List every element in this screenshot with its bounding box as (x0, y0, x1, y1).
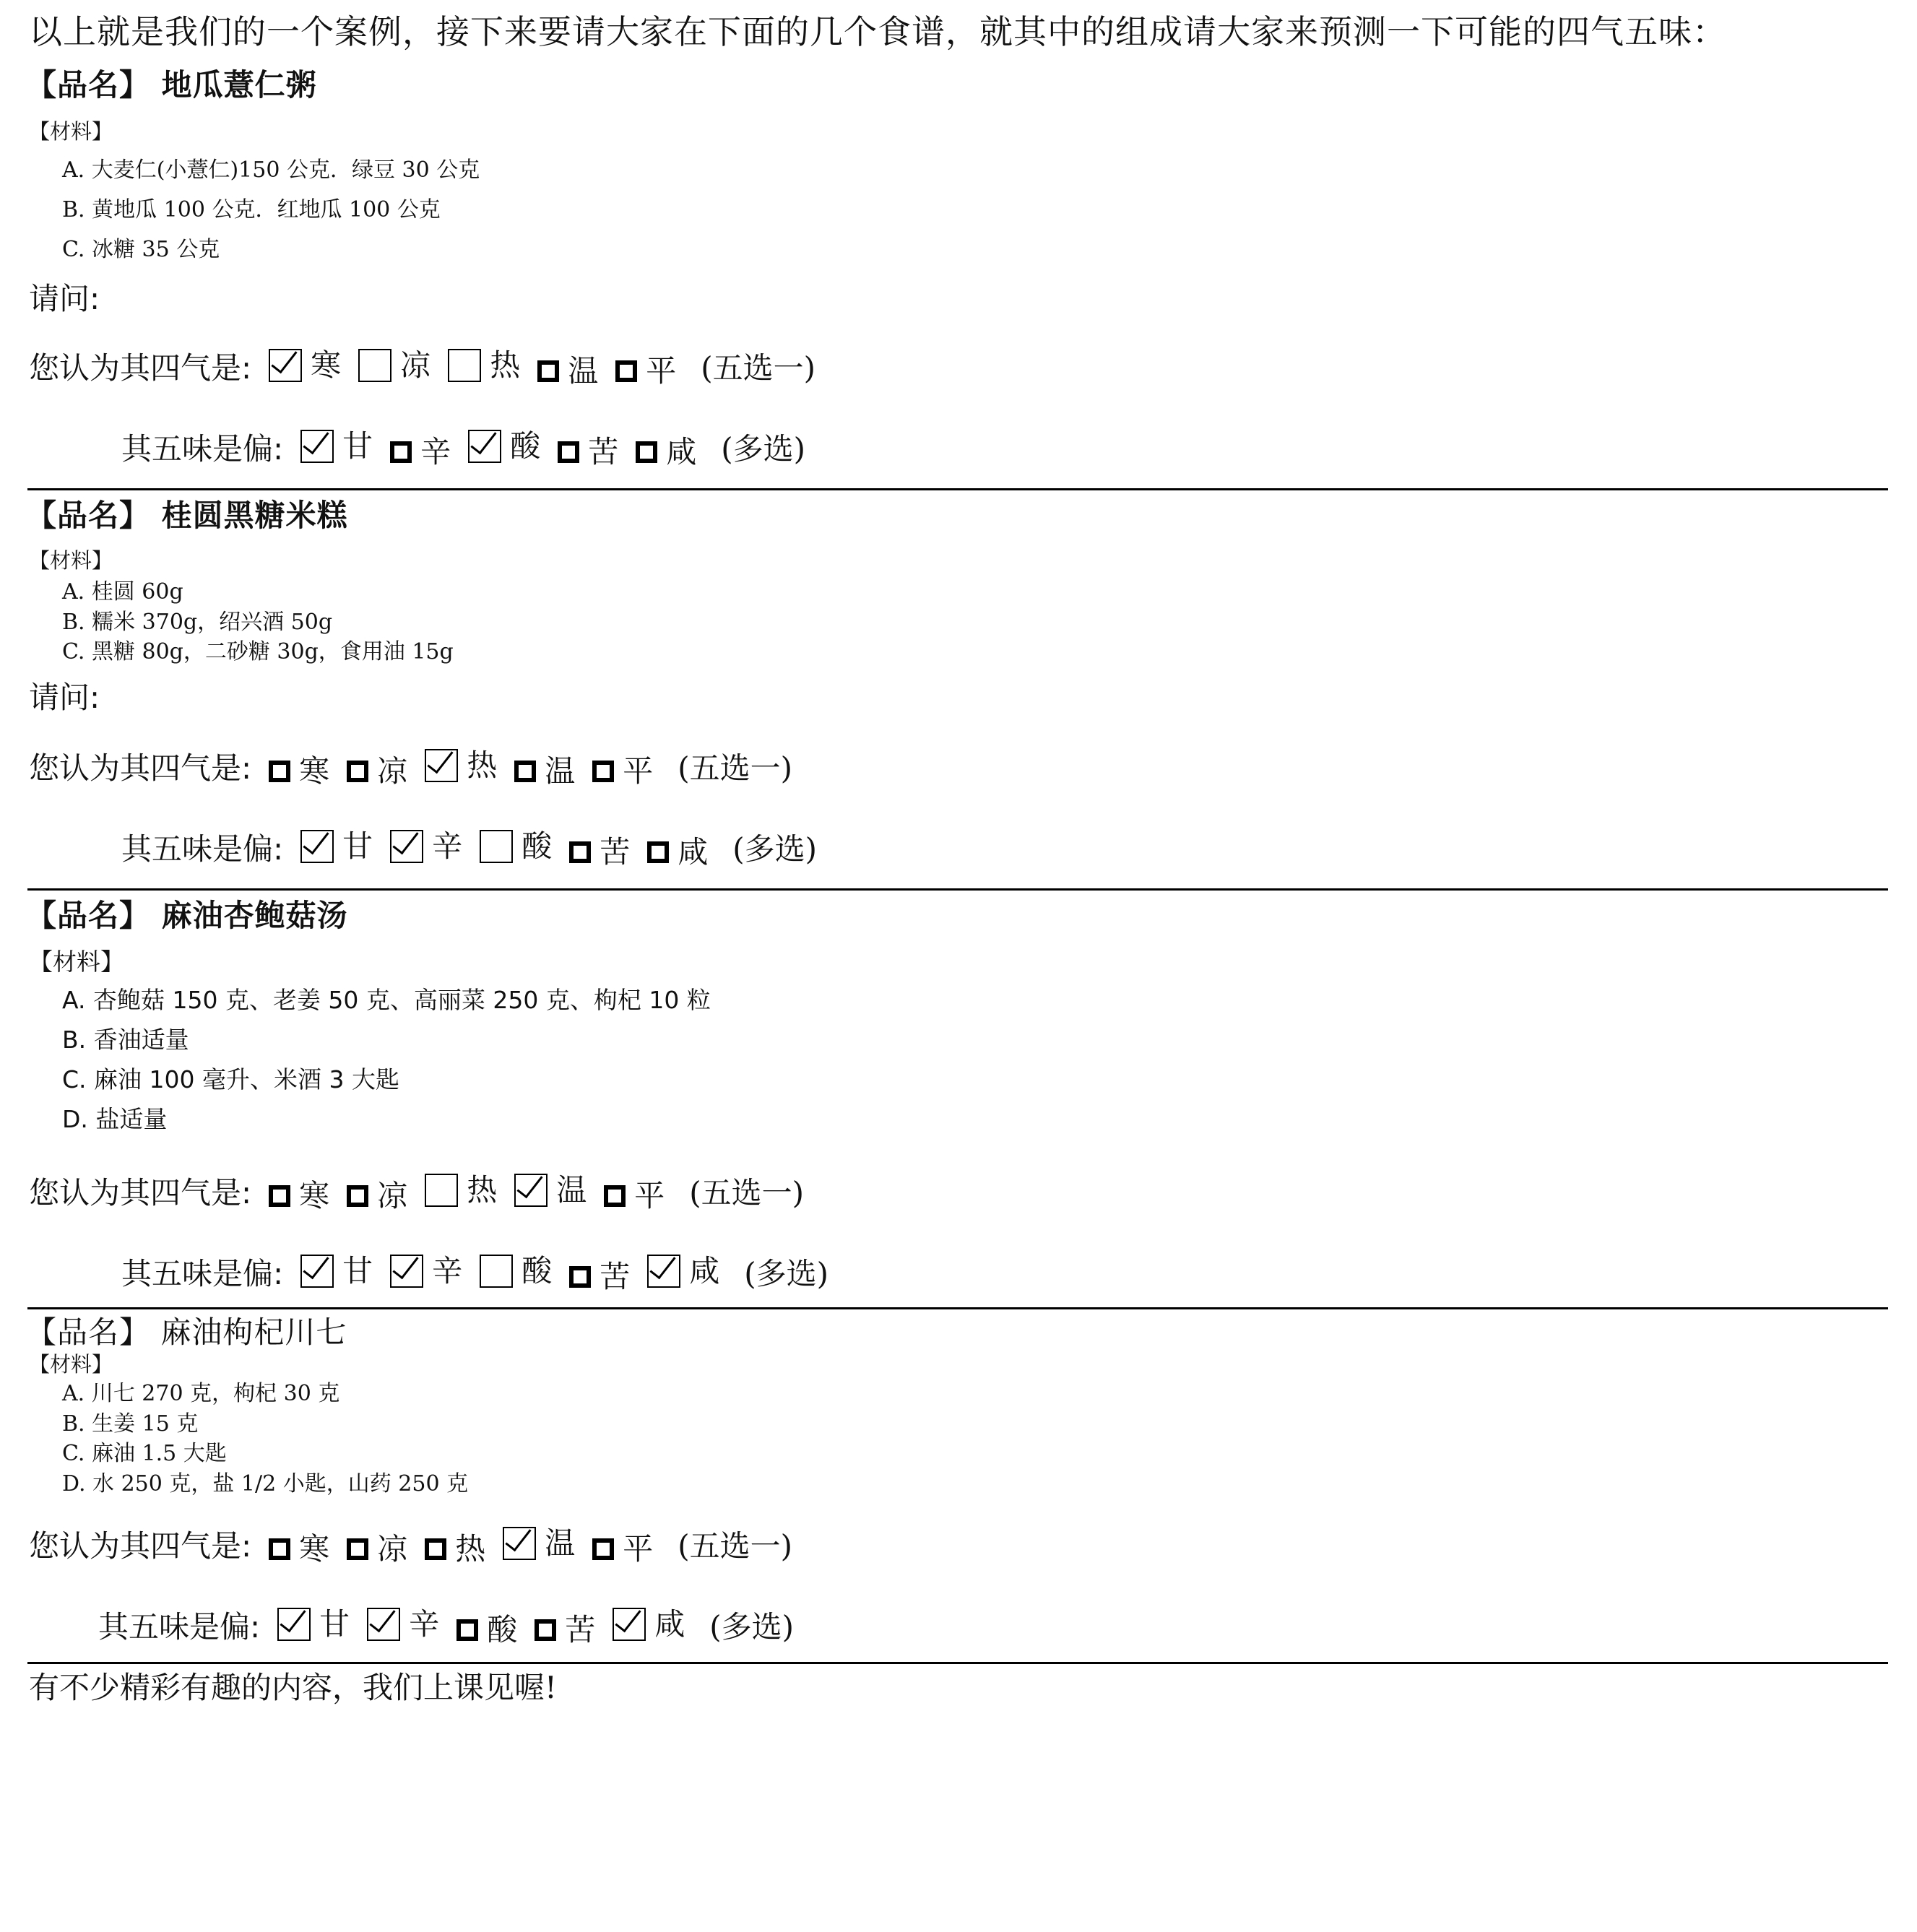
checkbox-warm[interactable] (514, 761, 536, 782)
option-warm[interactable] (514, 1170, 587, 1210)
checkbox-warm[interactable] (514, 1174, 548, 1207)
ingredient-item: A. 大麦仁(小薏仁)150 公克．绿豆 30 公克 (62, 157, 480, 183)
ingredient-item: B. 糯米 370g，绍兴酒 50g (62, 610, 333, 635)
option-neutral[interactable] (615, 351, 676, 391)
question-prompt: 请问: (29, 680, 100, 715)
option-label: 温 (545, 753, 576, 789)
ingredient-item: A. 川七 270 克，枸杞 30 克 (62, 1381, 340, 1406)
multi-choice-hint: (多选) (744, 1256, 829, 1291)
option-cold[interactable] (269, 1529, 329, 1569)
ingredient-item: C. 黑糖 80g，二砂糖 30g，食用油 15g (62, 639, 454, 664)
recipe-title: 【品名】 麻油杏鲍菇汤 (26, 898, 348, 933)
option-label: 寒 (299, 753, 330, 789)
option-label: 凉 (377, 1531, 408, 1567)
ingredient-item: C. 冰糖 35 公克 (62, 237, 220, 262)
option-salty[interactable] (647, 1251, 719, 1291)
materials-label: 【材料】 (29, 119, 113, 144)
option-label: 甘 (342, 828, 373, 864)
single-choice-hint: (五选一) (678, 1528, 793, 1564)
option-label: 热 (467, 1172, 498, 1208)
checkbox-pungent[interactable] (367, 1608, 400, 1641)
option-sour[interactable] (480, 826, 552, 867)
option-label: 咸 (678, 834, 709, 870)
option-label: 凉 (377, 753, 408, 789)
checkbox-sour[interactable] (456, 1619, 478, 1641)
option-label: 温 (545, 1525, 576, 1561)
checkbox-neutral[interactable] (604, 1185, 626, 1207)
option-label: 咸 (666, 434, 697, 469)
checkbox-neutral[interactable] (615, 360, 637, 382)
option-label: 辛 (409, 1606, 440, 1642)
ingredient-item: C. 麻油 100 毫升、米酒 3 大匙 (62, 1065, 399, 1093)
section-divider (27, 488, 1888, 490)
checkbox-neutral[interactable] (592, 761, 614, 782)
option-sweet[interactable] (277, 1604, 350, 1645)
option-pungent[interactable] (367, 1604, 439, 1645)
ingredient-item: B. 香油适量 (62, 1026, 189, 1054)
four-qi-label: 您认为其四气是: (29, 750, 252, 786)
ingredient-item: A. 桂圆 60g (62, 579, 183, 605)
four-qi-question (29, 345, 815, 391)
multi-choice-hint: (多选) (732, 831, 818, 867)
checkbox-sweet[interactable] (300, 1255, 334, 1288)
checkbox-hot[interactable] (425, 1174, 458, 1207)
option-sweet[interactable] (300, 826, 373, 867)
five-flavors-label: 其五味是偏: (121, 431, 284, 467)
single-choice-hint: (五选一) (701, 350, 816, 386)
option-sour[interactable] (480, 1251, 552, 1291)
option-sweet[interactable] (300, 426, 373, 467)
five-flavors-label: 其五味是偏: (98, 1609, 261, 1645)
checkbox-cool[interactable] (347, 1185, 368, 1207)
option-warm[interactable] (537, 351, 598, 391)
recipe-title: 【品名】 地瓜薏仁粥 (26, 67, 317, 103)
option-label: 凉 (377, 1178, 408, 1213)
four-qi-question (29, 745, 792, 792)
option-hot[interactable] (425, 1170, 497, 1210)
option-label: 甘 (342, 428, 373, 464)
question-prompt: 请问: (29, 281, 100, 316)
checkbox-salty[interactable] (647, 841, 669, 863)
four-qi-label: 您认为其四气是: (29, 1175, 252, 1210)
ingredient-item: A. 杏鲍菇 150 克、老姜 50 克、高丽菜 250 克、枸杞 10 粒 (62, 986, 711, 1014)
option-label: 咸 (689, 1253, 720, 1288)
option-pungent[interactable] (390, 432, 451, 472)
five-flavors-label: 其五味是偏: (121, 831, 284, 867)
checkbox-cool[interactable] (347, 1538, 368, 1560)
checkbox-cold[interactable] (269, 1185, 290, 1207)
checkbox-sour[interactable] (480, 1255, 513, 1288)
option-label: 平 (623, 753, 654, 789)
four-qi-question (29, 1523, 792, 1569)
checkbox-warm[interactable] (537, 360, 559, 382)
four-qi-label: 您认为其四气是: (29, 350, 252, 386)
five-flavors-question (121, 826, 817, 872)
intro-text: 以上就是我们的一个案例，接下来要请大家在下面的几个食谱，就其中的组成请大家来预测一下可能的四气五味： (29, 12, 1726, 51)
checkbox-bitter[interactable] (569, 841, 591, 863)
checkbox-cold[interactable] (269, 761, 290, 782)
checkbox-sweet[interactable] (300, 830, 334, 863)
option-neutral[interactable] (592, 751, 653, 792)
checkbox-salty[interactable] (636, 441, 657, 463)
checkbox-neutral[interactable] (592, 1538, 614, 1560)
option-cool[interactable] (347, 1529, 407, 1569)
checkbox-pungent[interactable] (390, 1255, 423, 1288)
option-label: 凉 (400, 347, 431, 383)
checkbox-cool[interactable] (358, 349, 391, 382)
option-warm[interactable] (503, 1523, 575, 1564)
checkbox-cold[interactable] (269, 1538, 290, 1560)
ingredient-item: D. 水 250 克，盐 1/2 小匙，山药 250 克 (62, 1471, 469, 1496)
ingredient-item: B. 生姜 15 克 (62, 1411, 199, 1437)
five-flavors-question (121, 1251, 828, 1297)
option-label: 酸 (522, 828, 553, 864)
option-neutral[interactable] (604, 1176, 665, 1216)
option-label: 甘 (319, 1606, 350, 1642)
option-sour[interactable] (456, 1610, 517, 1650)
materials-label: 【材料】 (29, 548, 113, 573)
ingredient-item: B. 黄地瓜 100 公克．红地瓜 100 公克 (62, 197, 441, 222)
option-label: 苦 (600, 834, 631, 870)
option-label: 辛 (432, 1253, 463, 1288)
option-label: 咸 (654, 1606, 685, 1642)
option-label: 寒 (299, 1178, 330, 1213)
option-bitter[interactable] (569, 832, 630, 872)
five-flavors-label: 其五味是偏: (121, 1256, 284, 1291)
section-divider (27, 1662, 1888, 1664)
option-label: 平 (646, 353, 677, 389)
checkbox-warm[interactable] (503, 1527, 536, 1560)
option-hot[interactable] (425, 745, 497, 786)
option-label: 酸 (487, 1612, 518, 1647)
five-flavors-question (121, 426, 805, 472)
option-label: 寒 (311, 347, 342, 383)
checkbox-pungent[interactable] (390, 830, 423, 863)
option-label: 平 (623, 1531, 654, 1567)
checkbox-salty[interactable] (647, 1255, 680, 1288)
option-label: 平 (634, 1178, 665, 1213)
checkbox-sweet[interactable] (277, 1608, 311, 1641)
option-cool[interactable] (347, 1176, 407, 1216)
option-label: 酸 (522, 1253, 553, 1288)
option-cold[interactable] (269, 345, 341, 386)
option-label: 温 (556, 1172, 587, 1208)
checkbox-cold[interactable] (269, 349, 302, 382)
option-label: 苦 (565, 1612, 596, 1647)
option-label: 热 (455, 1531, 486, 1567)
four-qi-question (29, 1170, 804, 1216)
section-divider (27, 1307, 1888, 1309)
option-salty[interactable] (636, 432, 696, 472)
single-choice-hint: (五选一) (689, 1175, 805, 1210)
checkbox-bitter[interactable] (569, 1266, 591, 1288)
option-cold[interactable] (269, 751, 329, 792)
option-label: 酸 (510, 428, 541, 464)
option-bitter[interactable] (535, 1610, 595, 1650)
option-label: 苦 (588, 434, 619, 469)
checkbox-hot[interactable] (425, 1538, 446, 1560)
option-salty[interactable] (647, 832, 708, 872)
checkbox-hot[interactable] (425, 749, 458, 782)
checkbox-sour[interactable] (468, 430, 501, 463)
option-salty[interactable] (613, 1604, 685, 1645)
option-bitter[interactable] (558, 432, 618, 472)
multi-choice-hint: (多选) (709, 1609, 795, 1645)
checkbox-cool[interactable] (347, 761, 368, 782)
option-hot[interactable] (425, 1529, 485, 1569)
option-label: 热 (467, 748, 498, 783)
multi-choice-hint: (多选) (721, 431, 806, 467)
option-cold[interactable] (269, 1176, 329, 1216)
checkbox-pungent[interactable] (390, 441, 412, 463)
checkbox-sweet[interactable] (300, 430, 334, 463)
option-label: 温 (568, 353, 599, 389)
five-flavors-question (98, 1604, 794, 1650)
option-cool[interactable] (347, 751, 407, 792)
checkbox-bitter[interactable] (558, 441, 579, 463)
section-divider (27, 888, 1888, 891)
checkbox-salty[interactable] (613, 1608, 646, 1641)
checkbox-sour[interactable] (480, 830, 513, 863)
option-label: 辛 (432, 828, 463, 864)
checkbox-hot[interactable] (448, 349, 481, 382)
option-label: 寒 (299, 1531, 330, 1567)
materials-label: 【材料】 (29, 1352, 113, 1377)
recipe-title: 【品名】 桂圆黑糖米糕 (26, 498, 348, 533)
single-choice-hint: (五选一) (678, 750, 793, 786)
option-pungent[interactable] (390, 1251, 462, 1291)
option-sweet[interactable] (300, 1251, 373, 1291)
option-label: 辛 (420, 434, 451, 469)
option-bitter[interactable] (569, 1257, 630, 1297)
materials-label: 【材料】 (29, 948, 124, 976)
recipe-title: 【品名】 麻油枸杞川七 (26, 1314, 347, 1350)
option-cool[interactable] (358, 345, 430, 386)
checkbox-bitter[interactable] (535, 1619, 556, 1641)
option-warm[interactable] (514, 751, 575, 792)
option-sour[interactable] (468, 426, 540, 467)
four-qi-label: 您认为其四气是: (29, 1528, 252, 1564)
option-hot[interactable] (448, 345, 520, 386)
option-pungent[interactable] (390, 826, 462, 867)
option-label: 苦 (600, 1259, 631, 1294)
ingredient-item: C. 麻油 1.5 大匙 (62, 1441, 227, 1466)
option-label: 甘 (342, 1253, 373, 1288)
option-neutral[interactable] (592, 1529, 653, 1569)
ingredient-item: D. 盐适量 (62, 1105, 168, 1133)
option-label: 热 (490, 347, 521, 383)
closing-text: 有不少精彩有趣的内容，我们上课见喔! (29, 1670, 557, 1705)
